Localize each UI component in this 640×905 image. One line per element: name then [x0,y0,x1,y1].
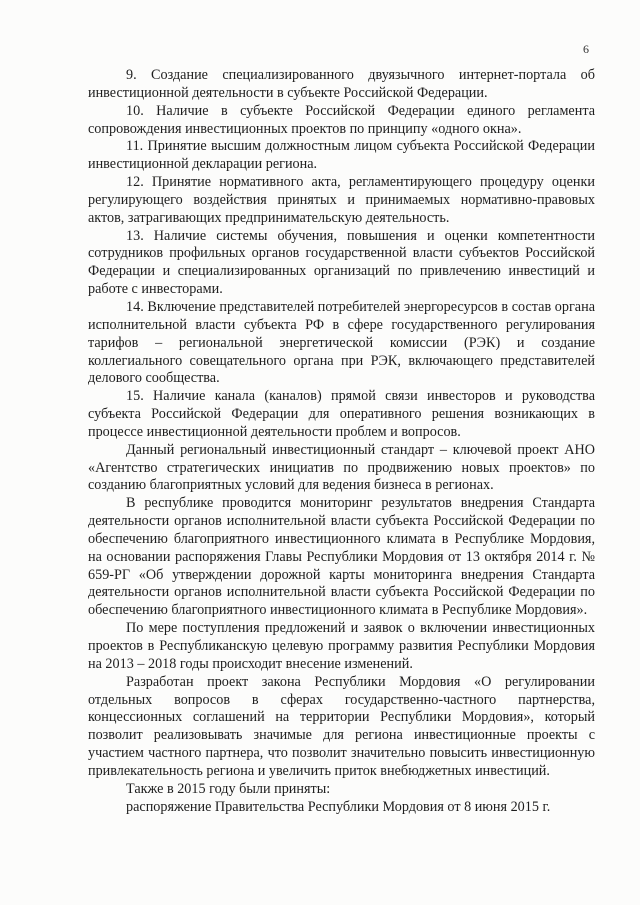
page-number: 6 [583,42,589,56]
paragraph-standard-summary: Данный региональный инвестиционный стандарт – ключевой проект АНО «Агентство стратегических инициатив по продвижению новых проектов» по созданию благоприятных условий для ведения бизнеса в регионах. [88,441,595,494]
paragraph-item-14: 14. Включение представителей потребителей энергоресурсов в состав органа исполнительной власти субъекта РФ в сфере государственного регулирования тарифов – региональной энергетической комиссии (РЭК) и создание коллегиального совещательного органа при РЭК, включающего представителей делового сообщества. [88,298,595,387]
paragraph-item-9: 9. Создание специализированного двуязычного интернет-портала об инвестиционной деятельности в субъекте Российской Федерации. [88,67,595,101]
paragraph-item-13: 13. Наличие системы обучения, повышения и оценки компетентности сотрудников профильных органов государственной власти субъектов Российской Федерации и специализированных организаций по привлечению инвестиций и работе с инвесторами. [88,227,595,298]
paragraph-program-changes: По мере поступления предложений и заявок о включении инвестиционных проектов в Республиканскую целевую программу развития Республики Мордовия на 2013 – 2018 годы происходит внесение изменений. [88,620,595,672]
paragraph-adopted-2015: Также в 2015 году были приняты: [126,780,331,797]
paragraph-item-10: 10. Наличие в субъекте Российской Федерации единого регламента сопровождения инвестиционных проектов по принципу «одного окна». [88,102,595,137]
paragraph-draft-law: Разработан проект закона Республики Мордовия «О регулировании отдельных вопросов в сферах государственно-частного партнерства, концессионных соглашений на территории Республики Мордовия», который позволит реализовывать значимые для региона инвестиционные проекты с участием частного партнера, что позволит значительно повысить инвестиционную привлекательность региона и увеличить приток внебюджетных инвестиций. [88,673,595,779]
paragraph-government-order: распоряжение Правительства Республики Мордовия от 8 июня 2015 г. [126,798,551,815]
paragraph-item-15: 15. Наличие канала (каналов) прямой связи инвесторов и руководства субъекта Российской Федерации для оперативного решения возникающих в процессе инвестиционной деятельности проблем и вопросов. [88,388,595,440]
paragraph-monitoring: В республике проводится мониторинг результатов внедрения Стандарта деятельности органов исполнительной власти субъекта Российской Федерации по обеспечению благоприятного инвестиционного климата в Республике Мордовия, на основании распоряжения Главы Республики Мордовия от 13 октября 2014 г. № 659-РГ «Об утверждении дорожной карты мониторинга внедрения Стандарта деятельности органов исполнительной власти субъекта Российской Федерации по обеспечению благоприятного инвестиционного климата в Республике Мордовия». [88,495,595,619]
paragraph-item-11: 11. Принятие высшим должностным лицом субъекта Российской Федерации инвестиционной декларации региона. [88,138,595,173]
document-body [88,67,595,816]
paragraph-item-12: 12. Принятие нормативного акта, регламентирующего процедуру оценки регулирующего воздействия принятых и принимаемых нормативно-правовых актов, затрагивающих предпринимательскую деятельность. [88,174,595,226]
